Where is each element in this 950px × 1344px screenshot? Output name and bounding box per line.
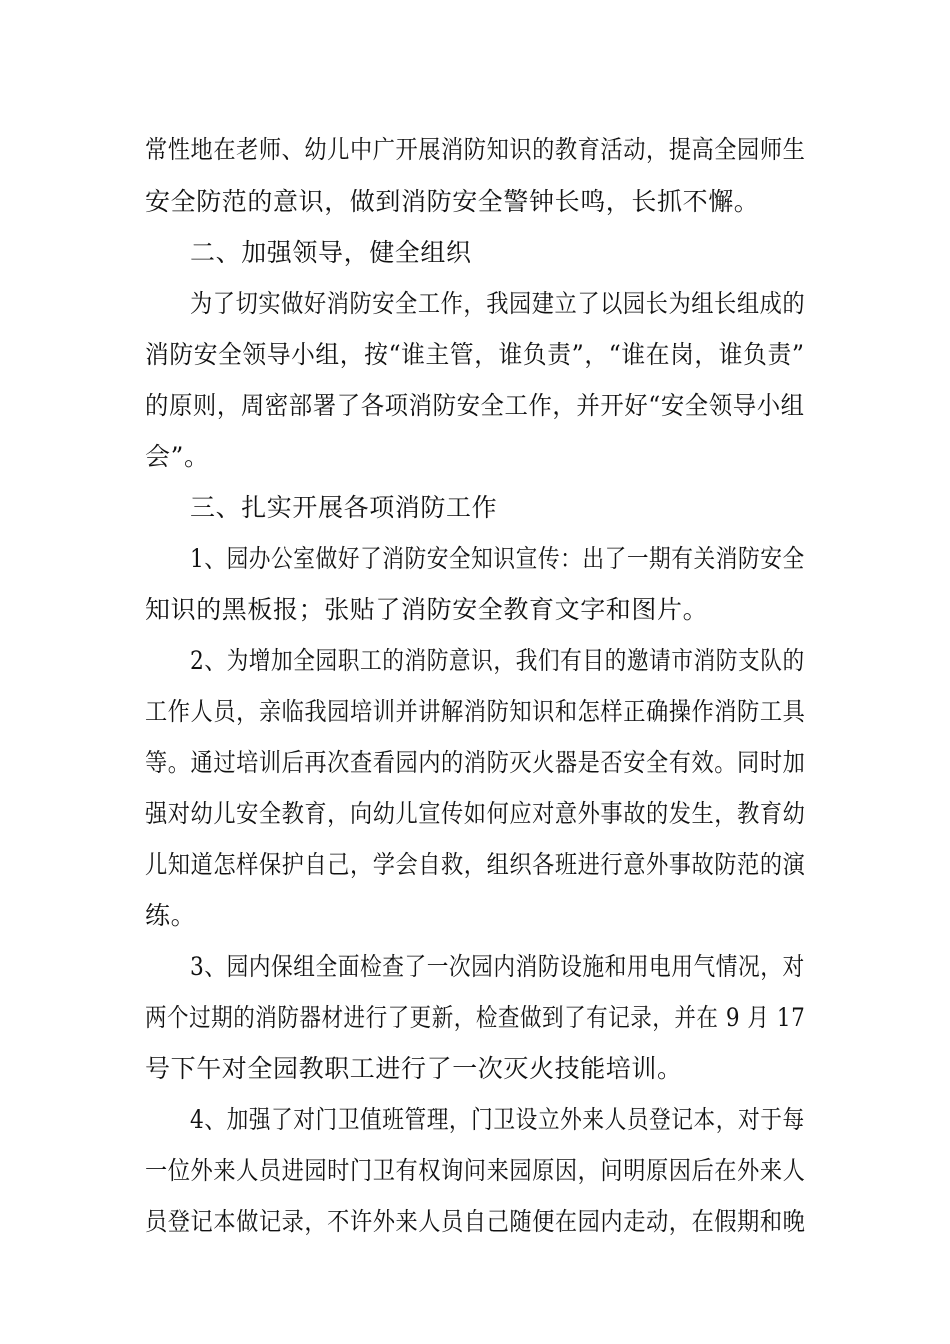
text-line: 3、园内保组全面检查了一次园内消防设施和用电用气情况，对 (190, 952, 805, 981)
text-line: 知识的黑板报；张贴了消防安全教育文字和图片。 (145, 595, 709, 624)
text-line: 两个过期的消防器材进行了更新，检查做到了有记录，并在 9 月 17 (145, 1003, 806, 1032)
text-line: 一位外来人员进园时门卫有权询问来园原因，问明原因后在外来人 (145, 1156, 806, 1185)
text-line: 4、加强了对门卫值班管理，门卫设立外来人员登记本，对于每 (190, 1105, 805, 1134)
section-heading: 二、加强领导，健全组织 (190, 238, 472, 267)
text-line: 1、园办公室做好了消防安全知识宣传：出了一期有关消防安全 (190, 544, 805, 573)
text-line: 强对幼儿安全教育，向幼儿宣传如何应对意外事故的发生，教育幼 (145, 799, 806, 828)
text-line: 2、为增加全园职工的消防意识，我们有目的邀请市消防支队的 (190, 646, 805, 675)
text-line: 常性地在老师、幼儿中广开展消防知识的教育活动，提高全园师生 (145, 135, 806, 164)
text-line: 工作人员，亲临我园培训并讲解消防知识和怎样正确操作消防工具 (145, 697, 806, 726)
text-line: 员登记本做记录，不许外来人员自己随便在园内走动，在假期和晚 (145, 1207, 806, 1236)
text-line: 为了切实做好消防安全工作，我园建立了以园长为组长组成的 (190, 289, 806, 318)
text-line: 等。通过培训后再次查看园内的消防灭火器是否安全有效。同时加 (145, 748, 806, 777)
text-line: 安全防范的意识，做到消防安全警钟长鸣，长抓不懈。 (145, 187, 760, 216)
text-line: 号下午对全园教职工进行了一次灭火技能培训。 (145, 1054, 683, 1083)
text-line: 的原则，周密部署了各项消防安全工作，并开好“安全领导小组 (145, 391, 805, 420)
text-line: 消防安全领导小组，按“谁主管，谁负责”，“谁在岗，谁负责” (145, 340, 805, 369)
text-line: 练。 (145, 901, 197, 930)
text-line: 会”。 (145, 442, 210, 471)
section-heading: 三、扎实开展各项消防工作 (190, 493, 498, 522)
text-line: 儿知道怎样保护自己，学会自救，组织各班进行意外事故防范的演 (145, 850, 806, 879)
